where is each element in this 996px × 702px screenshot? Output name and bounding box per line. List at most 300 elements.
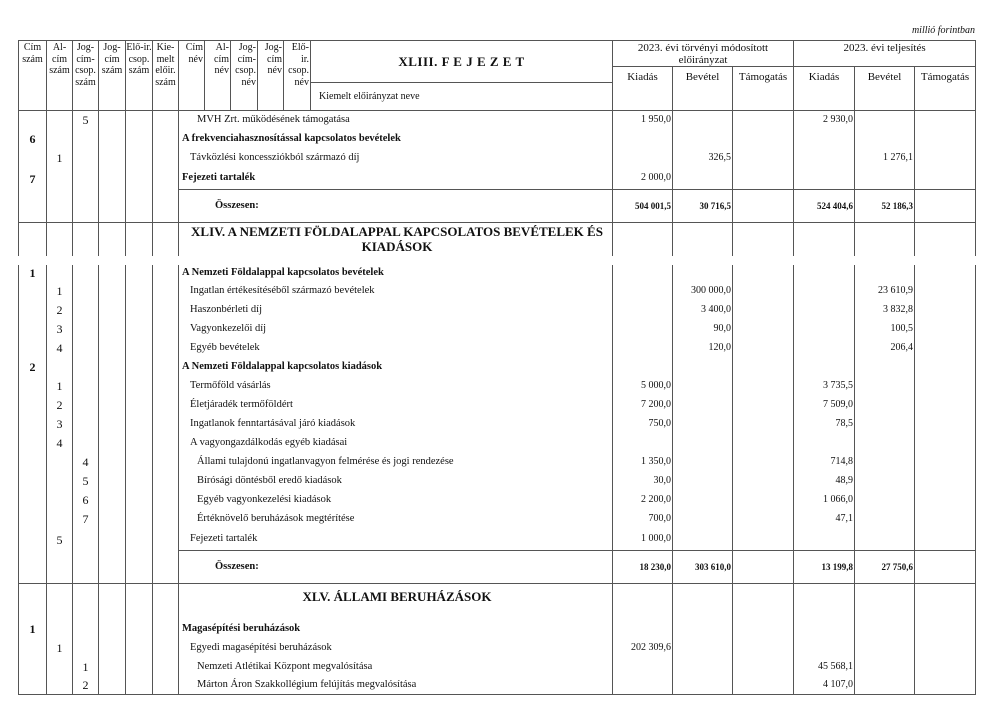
- value-bevetel-eloiranyzat: [673, 111, 733, 130]
- value-tamogatas-teljesites: [915, 529, 976, 551]
- value-bevetel-eloiranyzat: [673, 584, 733, 619]
- code-eloircsop: [126, 658, 153, 676]
- value-tamogatas-teljesites: [915, 265, 976, 282]
- value-kiadas-eloiranyzat: [613, 130, 673, 149]
- code-kiemelt: [153, 639, 179, 658]
- value-kiadas-teljesites: [794, 584, 855, 619]
- value-tamogatas-eloiranyzat: [733, 190, 794, 223]
- item-name: A vagyongazdálkodás egyéb kiadásai: [179, 434, 613, 453]
- code-alcim: [47, 358, 73, 377]
- code-eloircsop: [126, 358, 153, 377]
- value-bevetel-teljesites: [855, 434, 915, 453]
- value-bevetel-teljesites: [855, 130, 915, 149]
- value-tamogatas-teljesites: [915, 658, 976, 676]
- value-tamogatas-eloiranyzat: [733, 282, 794, 301]
- value-tamogatas-eloiranyzat: [733, 168, 794, 190]
- code-eloircsop: [126, 190, 153, 223]
- value-kiadas-eloiranyzat: 2 000,0: [613, 168, 673, 190]
- col-header-jogcimcsop-szam: Jog-cím-csop. szám: [73, 41, 99, 111]
- code-cim: [19, 223, 47, 256]
- code-jogcimcsop: [73, 301, 99, 320]
- code-jogcimcsop: 5: [73, 111, 99, 130]
- code-cim: [19, 639, 47, 658]
- value-tamogatas-eloiranyzat: [733, 434, 794, 453]
- spacer-row: [19, 256, 976, 265]
- item-name: Ingatlan értékesítéséből származó bevételek: [179, 282, 613, 301]
- value-tamogatas-eloiranyzat: [733, 491, 794, 510]
- code-jogcimcsop: [73, 584, 99, 619]
- code-alcim: 1: [47, 639, 73, 658]
- code-eloircsop: [126, 453, 153, 472]
- code-alcim: [47, 223, 73, 256]
- code-eloircsop: [126, 415, 153, 434]
- value-tamogatas-teljesites: [915, 415, 976, 434]
- chapter-title-row: [19, 584, 976, 619]
- code-jogcim: [99, 676, 126, 695]
- item-name: Egyedi magasépítési beruházások: [179, 639, 613, 658]
- table-row: [19, 491, 976, 510]
- code-kiemelt: [153, 434, 179, 453]
- code-cim: [19, 320, 47, 339]
- code-alcim: [47, 130, 73, 149]
- col-header-jogcim-nev: Jog-cím név: [258, 41, 284, 111]
- total-row: [19, 190, 976, 223]
- code-jogcimcsop: [73, 619, 99, 639]
- value-kiadas-teljesites: [794, 282, 855, 301]
- value-tamogatas-teljesites: [915, 551, 976, 584]
- code-kiemelt: [153, 529, 179, 551]
- item-name: Egyéb bevételek: [179, 339, 613, 358]
- value-kiadas-eloiranyzat: 7 200,0: [613, 396, 673, 415]
- item-name: Állami tulajdonú ingatlanvagyon felmérése és jogi rendezése: [179, 453, 613, 472]
- table-row: [19, 111, 976, 130]
- value-tamogatas-eloiranyzat: [733, 358, 794, 377]
- value-bevetel-teljesites: [855, 358, 915, 377]
- value-tamogatas-teljesites: [915, 301, 976, 320]
- value-kiadas-teljesites: 1 066,0: [794, 491, 855, 510]
- code-jogcimcsop: [73, 190, 99, 223]
- value-tamogatas-eloiranyzat: [733, 639, 794, 658]
- value-bevetel-eloiranyzat: [673, 453, 733, 472]
- code-cim: [19, 339, 47, 358]
- code-alcim: 3: [47, 415, 73, 434]
- value-bevetel-teljesites: 1 276,1: [855, 149, 915, 168]
- code-kiemelt: [153, 584, 179, 619]
- value-kiadas-eloiranyzat: 1 000,0: [613, 529, 673, 551]
- code-cim: [19, 676, 47, 695]
- code-alcim: [47, 453, 73, 472]
- table-row: [19, 415, 976, 434]
- code-jogcim: [99, 149, 126, 168]
- value-tamogatas-eloiranyzat: [733, 339, 794, 358]
- value-tamogatas-teljesites: [915, 584, 976, 619]
- item-name: Vagyonkezelői díj: [179, 320, 613, 339]
- code-eloircsop: [126, 551, 153, 584]
- value-tamogatas-teljesites: [915, 190, 976, 223]
- value-tamogatas-teljesites: [915, 472, 976, 491]
- value-bevetel-teljesites: [855, 619, 915, 639]
- code-eloircsop: [126, 434, 153, 453]
- value-kiadas-teljesites: 2 930,0: [794, 111, 855, 130]
- code-jogcimcsop: 1: [73, 658, 99, 676]
- value-tamogatas-teljesites: [915, 491, 976, 510]
- value-kiadas-eloiranyzat: 1 950,0: [613, 111, 673, 130]
- code-jogcimcsop: [73, 282, 99, 301]
- value-bevetel-teljesites: [855, 168, 915, 190]
- value-kiadas-eloiranyzat: [613, 149, 673, 168]
- table-row: [19, 320, 976, 339]
- code-jogcim: [99, 320, 126, 339]
- value-kiadas-teljesites: 45 568,1: [794, 658, 855, 676]
- code-cim: [19, 491, 47, 510]
- code-cim: [19, 472, 47, 491]
- item-name: Életjáradék termőföldért: [179, 396, 613, 415]
- code-jogcim: [99, 472, 126, 491]
- code-eloircsop: [126, 265, 153, 282]
- value-kiadas-teljesites: [794, 529, 855, 551]
- code-eloircsop: [126, 619, 153, 639]
- value-tamogatas-teljesites: [915, 282, 976, 301]
- value-bevetel-eloiranyzat: [673, 639, 733, 658]
- value-kiadas-teljesites: [794, 168, 855, 190]
- item-name: Távközlési koncessziókból származó díj: [179, 149, 613, 168]
- value-tamogatas-eloiranyzat: [733, 301, 794, 320]
- code-jogcimcsop: 2: [73, 676, 99, 695]
- value-bevetel-eloiranyzat: [673, 168, 733, 190]
- col-header-jogcimcsop-nev: Jog-cím-csop. név: [231, 41, 258, 111]
- value-bevetel-eloiranyzat: [673, 619, 733, 639]
- code-jogcimcsop: 4: [73, 453, 99, 472]
- code-eloircsop: [126, 223, 153, 256]
- value-bevetel-teljesites: [855, 658, 915, 676]
- code-jogcim: [99, 130, 126, 149]
- value-kiadas-teljesites: 3 735,5: [794, 377, 855, 396]
- code-jogcim: [99, 358, 126, 377]
- value-bevetel-eloiranyzat: [673, 223, 733, 256]
- table-row: [19, 358, 976, 377]
- value-bevetel-teljesites: 52 186,3: [855, 190, 915, 223]
- code-cim: [19, 584, 47, 619]
- value-tamogatas-eloiranyzat: [733, 658, 794, 676]
- code-kiemelt: [153, 339, 179, 358]
- code-jogcimcsop: [73, 339, 99, 358]
- code-kiemelt: [153, 111, 179, 130]
- code-alcim: [47, 510, 73, 529]
- code-alcim: 2: [47, 301, 73, 320]
- code-cim: [19, 551, 47, 584]
- item-name: A frekvenciahasznosítással kapcsolatos bevételek: [179, 130, 613, 149]
- value-kiadas-teljesites: 13 199,8: [794, 551, 855, 584]
- value-tamogatas-teljesites: [915, 396, 976, 415]
- code-alcim: 2: [47, 396, 73, 415]
- code-kiemelt: [153, 453, 179, 472]
- value-kiadas-eloiranyzat: 1 350,0: [613, 453, 673, 472]
- code-eloircsop: [126, 149, 153, 168]
- group-header-appropriation: 2023. évi törvényi módosított előirányzat: [613, 41, 794, 67]
- value-kiadas-eloiranyzat: [613, 339, 673, 358]
- value-kiadas-eloiranyzat: 30,0: [613, 472, 673, 491]
- value-tamogatas-eloiranyzat: [733, 415, 794, 434]
- item-name: A Nemzeti Földalappal kapcsolatos bevételek: [179, 265, 613, 282]
- code-eloircsop: [126, 377, 153, 396]
- code-jogcimcsop: [73, 639, 99, 658]
- value-tamogatas-teljesites: [915, 168, 976, 190]
- value-bevetel-eloiranyzat: 30 716,5: [673, 190, 733, 223]
- total-label: Összesen:: [179, 190, 613, 223]
- code-jogcim: [99, 339, 126, 358]
- value-bevetel-eloiranyzat: 90,0: [673, 320, 733, 339]
- code-jogcim: [99, 377, 126, 396]
- value-tamogatas-eloiranyzat: [733, 377, 794, 396]
- value-kiadas-eloiranyzat: [613, 584, 673, 619]
- code-jogcimcsop: [73, 130, 99, 149]
- code-cim: [19, 190, 47, 223]
- code-alcim: [47, 658, 73, 676]
- code-jogcim: [99, 551, 126, 584]
- value-bevetel-eloiranyzat: [673, 265, 733, 282]
- table-row: [19, 282, 976, 301]
- value-kiadas-teljesites: 47,1: [794, 510, 855, 529]
- code-jogcim: [99, 111, 126, 130]
- chapter-title-row: [19, 223, 976, 256]
- code-alcim: [47, 265, 73, 282]
- value-kiadas-teljesites: 4 107,0: [794, 676, 855, 695]
- col-header-eloircsop-nev: Elő-ir. csop. név: [284, 41, 311, 111]
- table-row: [19, 676, 976, 695]
- code-alcim: 1: [47, 377, 73, 396]
- table-row: [19, 168, 976, 190]
- code-eloircsop: [126, 639, 153, 658]
- value-tamogatas-teljesites: [915, 676, 976, 695]
- code-cim: 1: [19, 265, 47, 282]
- value-bevetel-teljesites: [855, 396, 915, 415]
- item-name: Fejezeti tartalék: [179, 529, 613, 551]
- col-header-jogcim-szam: Jog-cím szám: [99, 41, 126, 111]
- col-header-alcim-nev: Al-cím név: [205, 41, 231, 111]
- item-name: Haszonbérleti díj: [179, 301, 613, 320]
- value-kiadas-teljesites: 78,5: [794, 415, 855, 434]
- col-header-bevetel-1: Bevétel: [673, 67, 733, 111]
- item-name: Termőföld vásárlás: [179, 377, 613, 396]
- value-bevetel-teljesites: [855, 265, 915, 282]
- code-jogcim: [99, 434, 126, 453]
- item-name: Bírósági döntésből eredő kiadások: [179, 472, 613, 491]
- col-header-kiadas-2: Kiadás: [794, 67, 855, 111]
- table-row: [19, 396, 976, 415]
- code-alcim: [47, 491, 73, 510]
- code-jogcimcsop: [73, 434, 99, 453]
- code-cim: 6: [19, 130, 47, 149]
- value-tamogatas-teljesites: [915, 358, 976, 377]
- table-row: [19, 301, 976, 320]
- code-kiemelt: [153, 396, 179, 415]
- item-name: Nemzeti Atlétikai Központ megvalósítása: [179, 658, 613, 676]
- col-header-alcim-szam: Al-cím szám: [47, 41, 73, 111]
- code-cim: [19, 415, 47, 434]
- code-jogcim: [99, 396, 126, 415]
- code-cim: 1: [19, 619, 47, 639]
- value-kiadas-teljesites: [794, 320, 855, 339]
- code-jogcim: [99, 223, 126, 256]
- value-bevetel-teljesites: 23 610,9: [855, 282, 915, 301]
- value-bevetel-eloiranyzat: [673, 472, 733, 491]
- table-row: [19, 265, 976, 282]
- code-alcim: 1: [47, 149, 73, 168]
- value-bevetel-teljesites: 100,5: [855, 320, 915, 339]
- code-alcim: [47, 190, 73, 223]
- value-kiadas-eloiranyzat: [613, 434, 673, 453]
- value-tamogatas-teljesites: [915, 434, 976, 453]
- code-jogcimcsop: [73, 529, 99, 551]
- col-header-cim-szam: Cím szám: [19, 41, 47, 111]
- value-bevetel-eloiranyzat: [673, 676, 733, 695]
- table-row: [19, 339, 976, 358]
- code-eloircsop: [126, 510, 153, 529]
- code-jogcimcsop: [73, 415, 99, 434]
- code-eloircsop: [126, 339, 153, 358]
- value-kiadas-eloiranyzat: [613, 223, 673, 256]
- code-jogcimcsop: 6: [73, 491, 99, 510]
- table-row: [19, 377, 976, 396]
- code-cim: [19, 377, 47, 396]
- code-jogcim: [99, 491, 126, 510]
- code-jogcim: [99, 529, 126, 551]
- value-kiadas-eloiranyzat: 202 309,6: [613, 639, 673, 658]
- code-alcim: [47, 676, 73, 695]
- code-kiemelt: [153, 265, 179, 282]
- value-kiadas-teljesites: [794, 265, 855, 282]
- value-tamogatas-teljesites: [915, 639, 976, 658]
- table-row: [19, 619, 976, 639]
- value-bevetel-teljesites: [855, 491, 915, 510]
- value-kiadas-teljesites: [794, 619, 855, 639]
- value-bevetel-teljesites: [855, 111, 915, 130]
- code-alcim: [47, 551, 73, 584]
- value-tamogatas-eloiranyzat: [733, 396, 794, 415]
- code-cim: [19, 282, 47, 301]
- col-header-tamogatas-1: Támogatás: [733, 67, 794, 111]
- value-kiadas-teljesites: [794, 639, 855, 658]
- value-kiadas-eloiranyzat: [613, 320, 673, 339]
- value-bevetel-teljesites: 3 832,8: [855, 301, 915, 320]
- code-kiemelt: [153, 320, 179, 339]
- chapter-title: XLIII. F E J E Z E T: [311, 41, 613, 83]
- code-jogcim: [99, 265, 126, 282]
- value-tamogatas-eloiranyzat: [733, 265, 794, 282]
- value-bevetel-eloiranyzat: 300 000,0: [673, 282, 733, 301]
- value-kiadas-eloiranyzat: 750,0: [613, 415, 673, 434]
- value-bevetel-eloiranyzat: [673, 396, 733, 415]
- code-jogcimcsop: [73, 149, 99, 168]
- table-row: [19, 149, 976, 168]
- item-name: Magasépítési beruházások: [179, 619, 613, 639]
- code-eloircsop: [126, 676, 153, 695]
- value-kiadas-teljesites: [794, 149, 855, 168]
- value-bevetel-teljesites: [855, 584, 915, 619]
- code-jogcim: [99, 658, 126, 676]
- value-kiadas-eloiranyzat: [613, 619, 673, 639]
- code-alcim: 3: [47, 320, 73, 339]
- value-bevetel-teljesites: [855, 676, 915, 695]
- code-cim: 2: [19, 358, 47, 377]
- code-kiemelt: [153, 282, 179, 301]
- value-tamogatas-teljesites: [915, 130, 976, 149]
- code-kiemelt: [153, 190, 179, 223]
- code-jogcim: [99, 619, 126, 639]
- code-kiemelt: [153, 658, 179, 676]
- value-tamogatas-teljesites: [915, 149, 976, 168]
- code-jogcimcsop: [73, 396, 99, 415]
- value-bevetel-teljesites: [855, 639, 915, 658]
- value-bevetel-eloiranyzat: 3 400,0: [673, 301, 733, 320]
- value-kiadas-eloiranyzat: 18 230,0: [613, 551, 673, 584]
- value-bevetel-teljesites: [855, 510, 915, 529]
- code-jogcim: [99, 510, 126, 529]
- value-tamogatas-eloiranyzat: [733, 584, 794, 619]
- value-tamogatas-teljesites: [915, 111, 976, 130]
- value-tamogatas-eloiranyzat: [733, 130, 794, 149]
- code-kiemelt: [153, 358, 179, 377]
- code-jogcimcsop: 5: [73, 472, 99, 491]
- value-kiadas-teljesites: 524 404,6: [794, 190, 855, 223]
- table-row: [19, 510, 976, 529]
- code-jogcim: [99, 301, 126, 320]
- table-row: [19, 639, 976, 658]
- code-alcim: [47, 111, 73, 130]
- value-kiadas-eloiranyzat: 700,0: [613, 510, 673, 529]
- value-kiadas-eloiranyzat: 5 000,0: [613, 377, 673, 396]
- value-kiadas-teljesites: [794, 130, 855, 149]
- table-row: [19, 529, 976, 551]
- value-tamogatas-teljesites: [915, 510, 976, 529]
- value-tamogatas-teljesites: [915, 320, 976, 339]
- value-bevetel-eloiranyzat: [673, 529, 733, 551]
- code-cim: [19, 529, 47, 551]
- value-kiadas-teljesites: 48,9: [794, 472, 855, 491]
- value-bevetel-eloiranyzat: [673, 377, 733, 396]
- code-alcim: [47, 584, 73, 619]
- chapter-title: XLIV. A NEMZETI FÖLDALAPPAL KAPCSOLATOS BEVÉTELEK ÉS KIADÁSOK: [179, 223, 613, 256]
- code-kiemelt: [153, 510, 179, 529]
- col-header-cim-nev: Cím név: [179, 41, 205, 111]
- code-jogcimcsop: [73, 551, 99, 584]
- value-kiadas-eloiranyzat: 504 001,5: [613, 190, 673, 223]
- value-kiadas-eloiranyzat: [613, 282, 673, 301]
- code-jogcim: [99, 639, 126, 658]
- col-header-kiemelt-szam: Kie-melt előir. szám: [153, 41, 179, 111]
- code-eloircsop: [126, 529, 153, 551]
- table-row: [19, 130, 976, 149]
- code-kiemelt: [153, 168, 179, 190]
- value-tamogatas-teljesites: [915, 453, 976, 472]
- value-kiadas-teljesites: 714,8: [794, 453, 855, 472]
- value-tamogatas-eloiranyzat: [733, 223, 794, 256]
- value-bevetel-teljesites: [855, 529, 915, 551]
- item-name: Fejezeti tartalék: [179, 168, 613, 190]
- value-tamogatas-eloiranyzat: [733, 472, 794, 491]
- code-jogcim: [99, 282, 126, 301]
- value-kiadas-teljesites: [794, 223, 855, 256]
- col-header-kiadas-1: Kiadás: [613, 67, 673, 111]
- code-eloircsop: [126, 282, 153, 301]
- table-row: [19, 658, 976, 676]
- value-tamogatas-eloiranyzat: [733, 453, 794, 472]
- value-bevetel-eloiranyzat: [673, 358, 733, 377]
- code-cim: [19, 453, 47, 472]
- value-bevetel-eloiranyzat: [673, 510, 733, 529]
- value-tamogatas-eloiranyzat: [733, 529, 794, 551]
- code-jogcim: [99, 415, 126, 434]
